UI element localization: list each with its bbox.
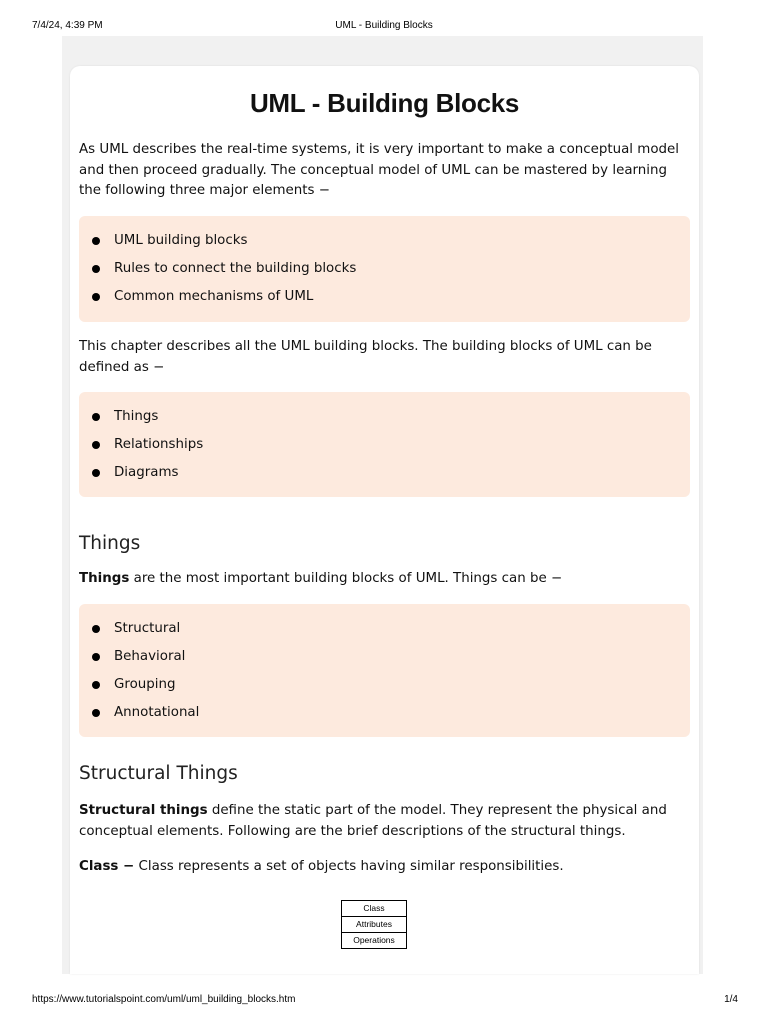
list-item: Grouping [79, 671, 690, 699]
bullet-icon [92, 237, 100, 245]
list-item: Common mechanisms of UML [79, 283, 690, 311]
print-header [0, 0, 768, 36]
list-item: Annotational [79, 699, 690, 727]
bullet-icon [92, 653, 100, 661]
structural-paragraph [79, 801, 690, 842]
class-diagram-operations: Operations [353, 935, 395, 945]
bullet-icon [92, 709, 100, 717]
structural-things-heading: Structural Things [79, 763, 238, 784]
print-title: UML - Building Blocks [335, 20, 433, 31]
class-paragraph [79, 857, 690, 878]
chapter-paragraph: This chapter describes all the UML building blocks. The building blocks of UML can be defined as − [79, 339, 652, 375]
print-datetime: 7/4/24, 4:39 PM [32, 20, 103, 31]
class-diagram-attributes: Attributes [342, 917, 406, 933]
page-number: 1/4 [724, 994, 738, 1005]
list-item: UML building blocks [79, 227, 690, 255]
class-diagram-name: Class [342, 901, 406, 917]
list-item: Diagrams [79, 459, 690, 487]
intro-paragraph: As UML describes the real-time systems, it is very important to make a conceptual model and then proceed gradually. The conceptual model of UML can be mastered by learning the following three major elements − [79, 142, 679, 198]
list-item: Things [79, 403, 690, 431]
things-heading: Things [79, 533, 141, 554]
print-url: https://www.tutorialspoint.com/uml/uml_building_blocks.htm [32, 994, 296, 1005]
bullet-icon [92, 441, 100, 449]
bullet-icon [92, 265, 100, 273]
bullet-icon [92, 413, 100, 421]
class-bold: Class − [79, 859, 135, 874]
bullet-icon [92, 469, 100, 477]
bullet-icon [92, 681, 100, 689]
class-diagram [341, 900, 407, 949]
structural-text: define the static part of the model. They represent the physical and conceptual elements. Following are the brief descriptions of the structural things. [79, 803, 667, 839]
bullet-icon [92, 625, 100, 633]
class-text: Class represents a set of objects having similar responsibilities. [134, 859, 564, 874]
things-paragraph [79, 569, 690, 590]
list-item: Structural [79, 615, 690, 643]
things-bold: Things [79, 571, 130, 586]
structural-bold: Structural things [79, 803, 208, 818]
article-card [70, 66, 699, 974]
bullet-icon [92, 293, 100, 301]
things-text: are the most important building blocks of UML. Things can be − [129, 571, 563, 586]
elements-list [79, 216, 690, 322]
building-blocks-list [79, 392, 690, 497]
things-list [79, 604, 690, 737]
list-item: Relationships [79, 431, 690, 459]
list-item: Behavioral [79, 643, 690, 671]
list-item: Rules to connect the building blocks [79, 255, 690, 283]
page-title: UML - Building Blocks [249, 88, 520, 118]
